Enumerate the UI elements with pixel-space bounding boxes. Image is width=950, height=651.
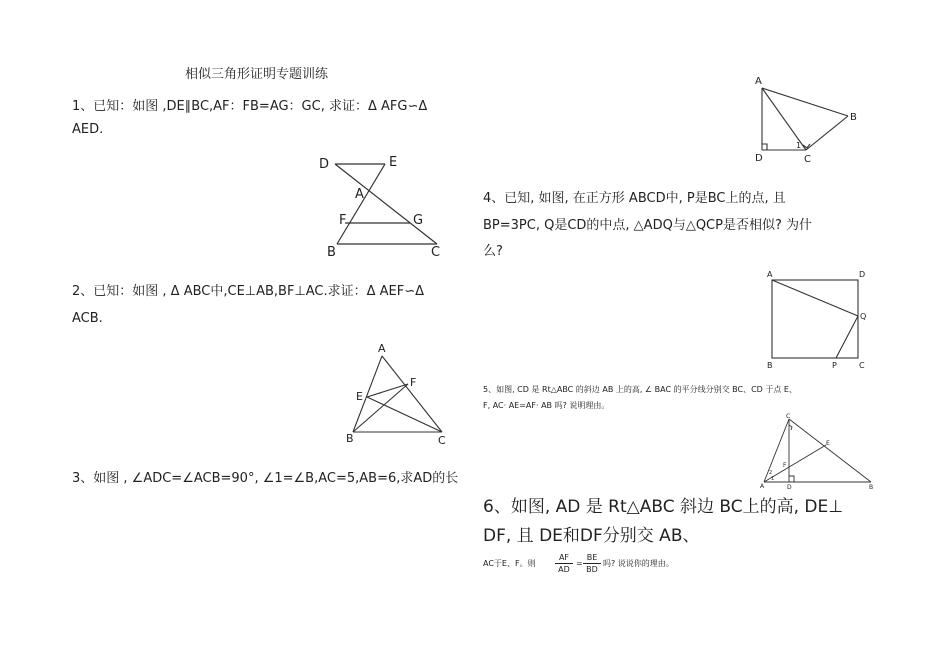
fig5-label-B: B [869,484,874,491]
fig2-label-B: B [346,432,354,445]
problem-6-equals: = [576,559,583,568]
fig4-label-A: A [767,270,773,279]
fraction-be-bd [583,552,601,575]
fraction-af-ad-denominator: AD [555,563,573,575]
problem-5-line2: F, AC· AE=AF· AB 吗? 说明理由。 [483,401,610,410]
problem-6-line2: DF, 且 DE和DF分别交 AB、 [483,526,700,546]
problem-2-line2: ACB. [72,311,103,326]
fig3-label-D: D [755,153,763,164]
fig4-label-D: D [859,270,866,279]
fig1-label-D: D [319,157,330,172]
fraction-be-bd-denominator: BD [583,563,601,575]
fig4-label-C: C [859,361,865,370]
figure-5 [756,412,880,492]
fig5-label-1: 1 [771,476,775,482]
problem-6-line1: 6、如图, AD 是 Rt△ABC 斜边 BC上的高, DE⊥ [483,497,844,517]
figure-1 [315,150,450,265]
problem-4-line2: BP=3PC, Q是CD的中点, △ADQ与△QCP是否相似? 为什 [483,218,812,233]
problem-2-line1: 2、已知：如图 , Δ ABC中,CE⊥AB,BF⊥AC.求证：Δ AEF∽Δ [72,284,425,299]
figure-4 [760,268,875,373]
fig2-label-A: A [378,342,386,355]
fig2-label-C: C [438,434,446,447]
problem-6-line3-post: 吗? 说说你的理由。 [603,559,674,568]
fig5-label-E: E [826,440,830,447]
fig1-label-B: B [327,245,336,260]
problem-5-line1: 5、如图, CD 是 Rt△ABC 的斜边 AB 上的高, ∠ BAC 的平分线分别交 BC、CD 于点 E、 [483,385,797,394]
fig4-label-B: B [767,361,773,370]
fig5-label-D: D [787,484,792,491]
fig4-label-Q: Q [860,312,867,321]
problem-4-line1: 4、已知, 如图, 在正方形 ABCD中, P是BC上的点, 且 [483,191,786,206]
fig3-label-1: 1 [796,141,802,150]
problem-3-line1: 3、如图 , ∠ADC=∠ACB=90°, ∠1=∠B,AC=5,AB=6,求AD的长 [72,471,459,486]
problem-6-line3-pre: AC于E、F。则 [483,559,536,568]
problem-1-line2: AED. [72,122,104,137]
figure-3 [750,72,865,167]
fig1-label-A: A [355,187,364,202]
fig3-label-C: C [804,154,811,165]
fig2-label-F: F [410,376,417,389]
fig3-label-B: B [850,112,857,123]
fraction-af-ad-numerator: AF [558,553,570,562]
fig1-label-F: F [339,213,347,228]
problem-4-line3: 么? [483,244,503,259]
figure-2 [340,340,455,450]
fig1-label-E: E [389,155,398,170]
fig4-label-P: P [832,361,837,370]
fig3-label-A: A [755,76,762,87]
fig5-label-2: 2 [769,470,773,476]
fig5-label-A: A [760,483,765,490]
fig1-label-G: G [413,213,424,228]
fig1-label-C: C [431,245,441,260]
fig5-label-C: C [786,413,791,420]
fig2-label-E: E [356,390,363,403]
page-title: 相似三角形证明专题训练 [185,67,329,82]
fig5-label-F: F [783,462,787,469]
problem-1-line1: 1、已知：如图 ,DE∥BC,AF：FB=AG：GC, 求证：Δ AFG∽Δ [72,99,428,114]
fraction-af-ad [555,552,573,575]
fraction-be-bd-numerator: BE [586,553,598,562]
